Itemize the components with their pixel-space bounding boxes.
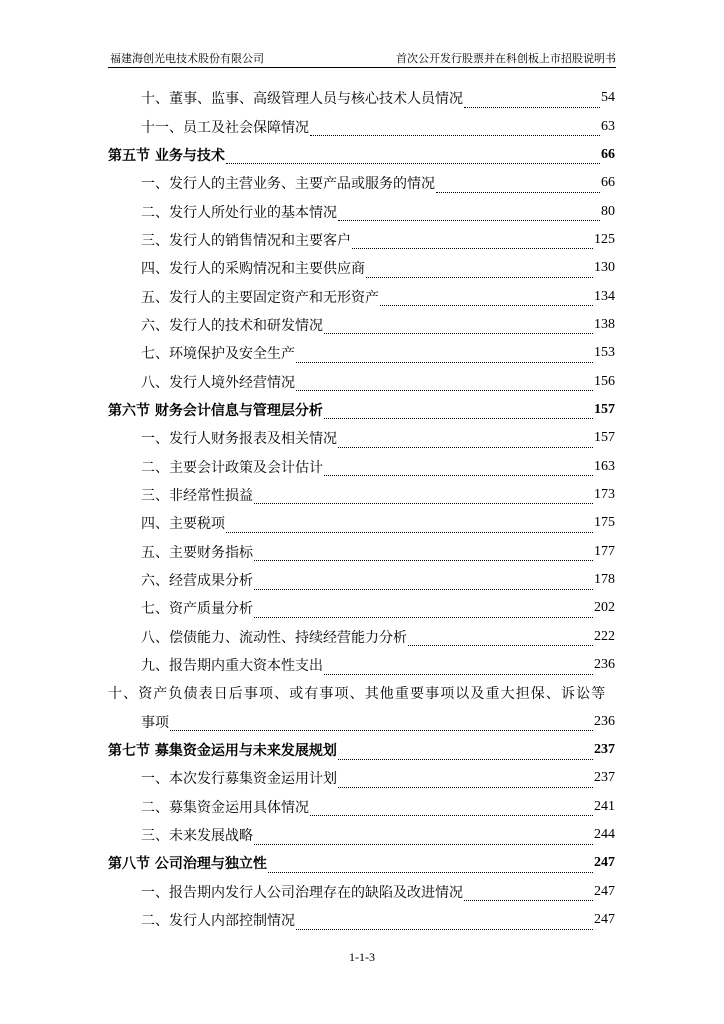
toc-entry-page: 157 [594,401,615,417]
toc-entry[interactable] [108,679,615,707]
toc-dot-leader [338,775,593,788]
toc-entry[interactable] [108,906,615,934]
toc-entry[interactable] [108,793,615,821]
toc-dot-leader [324,406,593,419]
toc-entry-label: 二、发行人所处行业的基本情况 [141,204,337,221]
toc-dot-leader [324,463,593,476]
toc-entry-label: 二、募集资金运用具体情况 [141,799,309,816]
toc-entry-label: 十、董事、监事、高级管理人员与核心技术人员情况 [141,91,463,108]
page-header [108,51,616,67]
toc-entry[interactable] [108,226,615,254]
toc-entry[interactable] [108,651,615,679]
toc-dot-leader [226,520,593,533]
toc-entry-label: 第八节 公司治理与独立性 [108,856,267,873]
toc-entry-label: 一、发行人财务报表及相关情况 [141,431,337,448]
toc-entry-page: 247 [594,912,615,928]
toc-dot-leader [338,747,593,760]
toc-entry-page: 153 [594,345,615,361]
toc-entry-label: 九、报告期内重大资本性支出 [141,658,323,675]
toc-entry-label: 第七节 募集资金运用与未来发展规划 [108,743,337,760]
toc-entry-label: 四、发行人的采购情况和主要供应商 [141,261,365,278]
toc-entry-page: 66 [601,175,615,191]
toc-entry[interactable] [108,84,615,112]
toc-entry-page: 178 [594,572,615,588]
toc-dot-leader [296,378,593,391]
toc-entry-label: 事项 [141,714,169,731]
toc-entry[interactable] [108,821,615,849]
toc-dot-leader [408,633,593,646]
toc-dot-leader [254,577,593,590]
toc-entry-page: 173 [594,486,615,502]
toc-entry-page: 247 [594,883,615,899]
toc-dot-leader [170,718,593,731]
toc-entry[interactable] [108,197,615,225]
toc-entry-page: 157 [594,430,615,446]
toc-entry-label: 七、环境保护及安全生产 [141,346,295,363]
toc-entry-page: 241 [594,798,615,814]
toc-entry[interactable] [108,623,615,651]
toc-dot-leader [324,662,593,675]
toc-entry-page: 202 [594,600,615,616]
toc-dot-leader [338,208,600,221]
toc-entry-page: 236 [594,657,615,673]
toc-entry-label: 三、发行人的销售情况和主要客户 [141,232,351,249]
toc-entry-page: 66 [601,146,615,162]
toc-entry[interactable] [108,367,615,395]
toc-entry[interactable] [108,169,615,197]
toc-section-entry[interactable] [108,736,615,764]
toc-entry-label: 第五节 业务与技术 [108,147,225,164]
toc-entry-label: 六、发行人的技术和研发情况 [141,317,323,334]
toc-entry-page: 63 [601,118,615,134]
toc-dot-leader [380,293,593,306]
toc-entry[interactable] [108,878,615,906]
toc-dot-leader [296,917,593,930]
toc-dot-leader [310,123,600,136]
toc-dot-leader [254,605,593,618]
toc-dot-leader [226,151,600,164]
toc-entry[interactable] [108,594,615,622]
toc-entry-page: 138 [594,316,615,332]
toc-entry[interactable] [108,509,615,537]
page-number: 1-1-3 [349,950,375,964]
toc-entry-label: 五、主要财务指标 [141,544,253,561]
toc-entry-page: 244 [594,827,615,843]
toc-entry-page: 175 [594,515,615,531]
toc-entry-page: 247 [594,855,615,871]
toc-dot-leader [464,95,600,108]
toc-entry-page: 156 [594,373,615,389]
toc-entry-page: 237 [594,742,615,758]
toc-entry-label: 第六节 财务会计信息与管理层分析 [108,402,323,419]
toc-entry-label: 二、发行人内部控制情况 [141,913,295,930]
toc-entry-page: 80 [601,203,615,219]
toc-entry-label: 三、非经常性损益 [141,487,253,504]
toc-entry[interactable] [108,339,615,367]
toc-entry-label: 七、资产质量分析 [141,601,253,618]
toc-section-entry[interactable] [108,141,615,169]
toc-dot-leader [464,888,593,901]
toc-entry-page: 222 [594,628,615,644]
toc-entry-label: 一、报告期内发行人公司治理存在的缺陷及改进情况 [141,884,463,901]
toc-entry-label: 一、发行人的主营业务、主要产品或服务的情况 [141,176,435,193]
toc-entry[interactable] [108,764,615,792]
toc-entry-page: 125 [594,231,615,247]
toc-entry[interactable] [108,481,615,509]
toc-entry-page: 236 [594,713,615,729]
toc-section-entry[interactable] [108,396,615,424]
toc-dot-leader [254,832,593,845]
toc-entry[interactable] [108,708,615,736]
toc-entry-page: 134 [594,288,615,304]
toc-entry-label: 十、资产负债表日后事项、或有事项、其他重要事项以及重大担保、诉讼等 [108,686,607,703]
toc-entry[interactable] [108,452,615,480]
table-of-contents [108,84,615,934]
toc-dot-leader [254,491,593,504]
toc-entry-label: 三、未来发展战略 [141,828,253,845]
toc-entry-label: 八、偿债能力、流动性、持续经营能力分析 [141,629,407,646]
toc-entry-page: 237 [594,770,615,786]
toc-entry-page: 177 [594,543,615,559]
toc-dot-leader [324,321,593,334]
toc-entry[interactable] [108,282,615,310]
header-document-title: 首次公开发行股票并在科创板上市招股说明书 [396,52,616,65]
toc-entry[interactable] [108,254,615,282]
toc-entry-page: 54 [601,90,615,106]
toc-entry-label: 四、主要税项 [141,516,225,533]
toc-dot-leader [366,265,593,278]
toc-section-entry[interactable] [108,849,615,877]
toc-entry-label: 六、经营成果分析 [141,573,253,590]
toc-entry-label: 十一、员工及社会保障情况 [141,119,309,136]
toc-entry-label: 二、主要会计政策及会计估计 [141,459,323,476]
toc-entry-page: 163 [594,458,615,474]
toc-dot-leader [268,860,593,873]
toc-dot-leader [436,180,600,193]
toc-dot-leader [310,803,593,816]
toc-entry[interactable] [108,566,615,594]
toc-entry[interactable] [108,311,615,339]
toc-entry[interactable] [108,538,615,566]
toc-dot-leader [296,350,593,363]
toc-entry-label: 五、发行人的主要固定资产和无形资产 [141,289,379,306]
toc-dot-leader [254,548,593,561]
toc-dot-leader [338,435,593,448]
toc-entry[interactable] [108,112,615,140]
toc-dot-leader [352,236,593,249]
toc-entry-page: 130 [594,260,615,276]
toc-entry-label: 八、发行人境外经营情况 [141,374,295,391]
toc-entry-label: 一、本次发行募集资金运用计划 [141,771,337,788]
toc-entry[interactable] [108,424,615,452]
header-company-name: 福建海创光电技术股份有限公司 [110,52,264,65]
header-rule [108,67,616,68]
